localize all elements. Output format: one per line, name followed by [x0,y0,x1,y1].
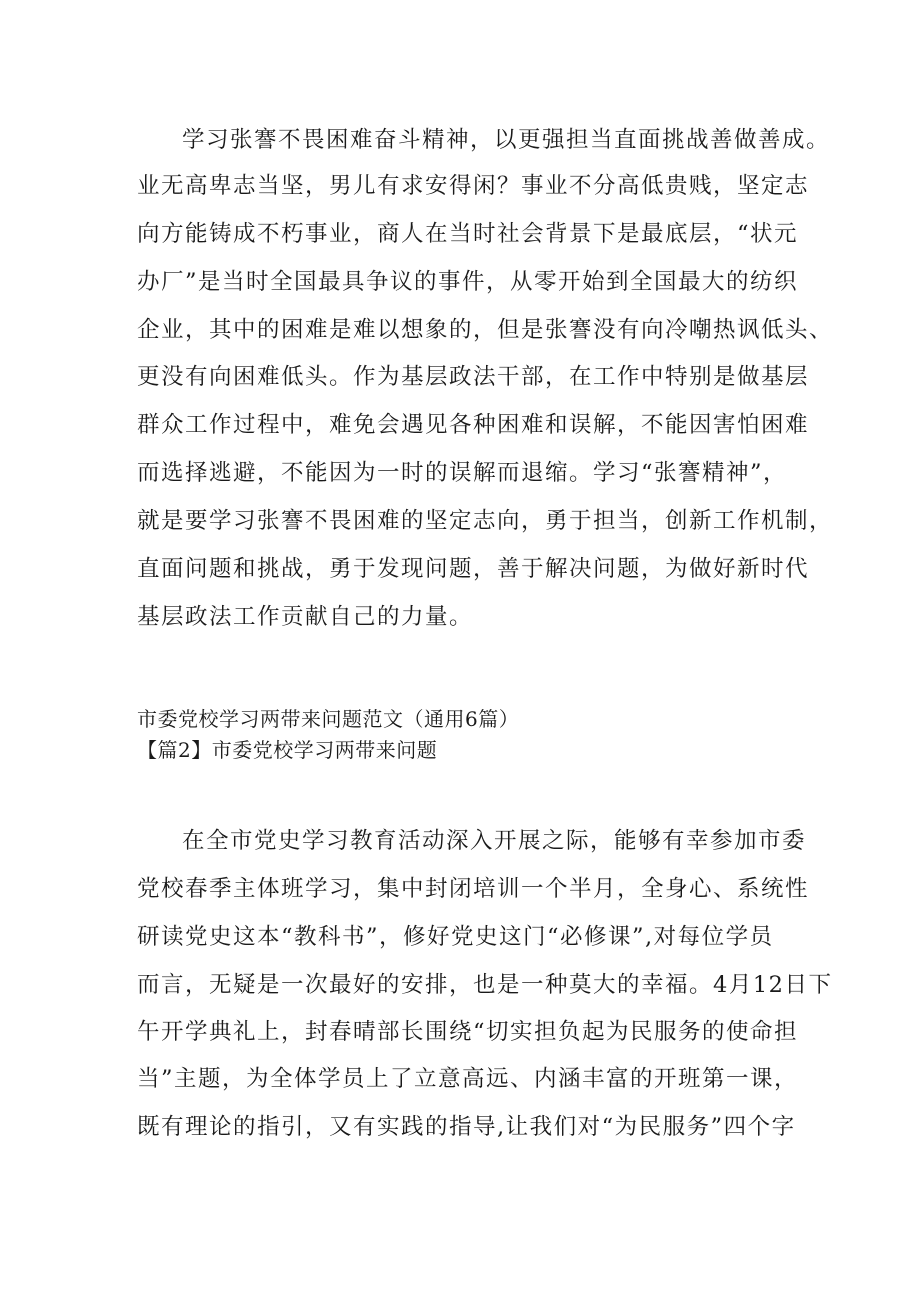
section-subtitle: 【篇2】市委党校学习两带来问题 [137,738,438,762]
paragraph-1-line-1: 学习张謇不畏困难奋斗精神，以更强担当直面挑战善做善成。 [182,127,831,153]
paragraph-1-line-11: 基层政法工作贡献自己的力量。 [137,604,474,630]
paragraph-1-line-2: 业无高卑志当坚，男儿有求安得闲？事业不分高低贵贱，坚定志 [137,173,810,199]
paragraph-2-line-5: 午开学典礼上，封春晴部长围绕“切实担负起为民服务的使命担 [137,1019,799,1045]
paragraph-2-line-7: 既有理论的指引，又有实践的指导,让我们对“为民服务”四个字 [137,1114,796,1140]
paragraph-2-line-1: 在全市党史学习教育活动深入开展之际，能够有幸参加市委 [182,828,807,854]
paragraph-2-line-2: 党校春季主体班学习，集中封闭培训一个半月，全身心、系统性 [137,876,810,902]
paragraph-1-line-8: 而选择逃避，不能因为一时的误解而退缩。学习“张謇精神”， [137,460,788,486]
paragraph-2-line-3: 研读党史这本“教科书”，修好党史这门“必修课”,对每位学员 [137,924,774,950]
paragraph-1-line-6: 更没有向困难低头。作为基层政法干部，在工作中特别是做基层 [137,364,810,390]
paragraph-1-line-5: 企业，其中的困难是难以想象的，但是张謇没有向冷嘲热讽低头、 [137,317,834,343]
paragraph-2-line-4: 而言，无疑是一次最好的安排，也是一种莫大的幸福。4月12日下 [137,972,833,998]
paragraph-1-line-4: 办厂”是当时全国最具争议的事件，从零开始到全国最大的纺织 [137,269,799,295]
paragraph-1-line-10: 直面问题和挑战，勇于发现问题，善于解决问题，为做好新时代 [137,556,810,582]
paragraph-1-line-7: 群众工作过程中，难免会遇见各种困难和误解，不能因害怕困难 [137,412,810,438]
paragraph-2-line-6: 当”主题，为全体学员上了立意高远、内涵丰富的开班第一课， [137,1066,799,1092]
document-title: 市委党校学习两带来问题范文（通用6篇） [137,707,520,731]
paragraph-1-line-9: 就是要学习张謇不畏困难的坚定志向，勇于担当，创新工作机制， [137,508,834,534]
paragraph-1-line-3: 向方能铸成不朽事业，商人在当时社会背景下是最底层，“状元 [137,221,799,247]
